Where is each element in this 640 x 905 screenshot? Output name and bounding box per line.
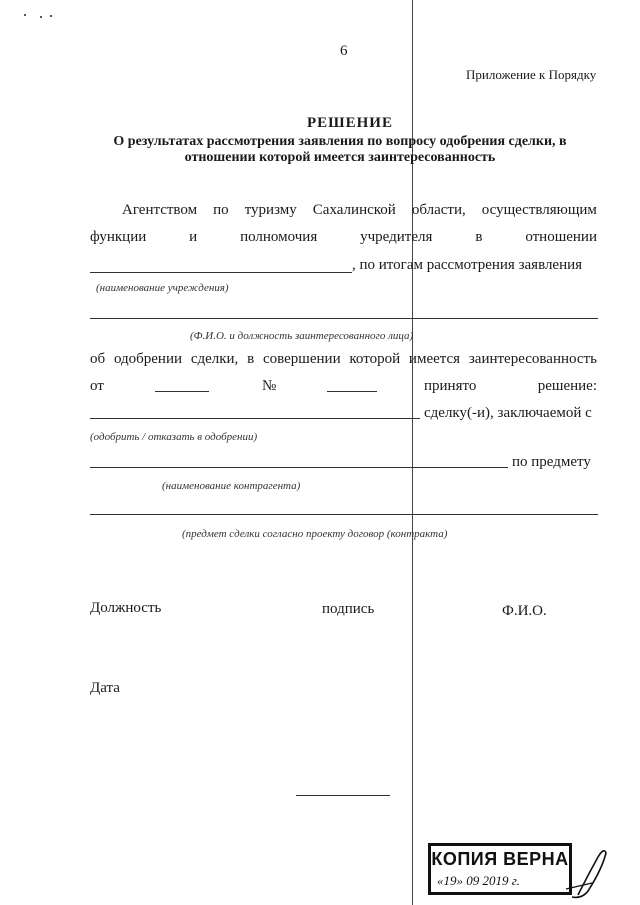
body-word: полномочия: [240, 229, 318, 245]
signature-label: подпись: [322, 601, 375, 617]
body-word: сделки,: [190, 351, 239, 367]
body-word: осуществляющим: [481, 202, 597, 218]
caption-decision: (одобрить / отказать в одобрении): [90, 431, 258, 443]
body-word: и: [189, 229, 198, 245]
body-word: имеется: [408, 351, 461, 367]
subject-blank-line: [90, 514, 598, 515]
body-word: совершении: [263, 351, 341, 367]
body-line-6-tail: [424, 377, 597, 395]
body-word: принято: [424, 378, 477, 394]
page-number: 6: [340, 43, 348, 59]
body-line-2: [90, 228, 597, 246]
institution-blank-line: [90, 272, 352, 273]
date-blank-line: [155, 391, 209, 392]
appendix-note: Приложение к Порядку: [466, 67, 597, 82]
scan-speck: [40, 16, 42, 18]
scan-speck: [24, 14, 26, 16]
body-word: в: [475, 229, 483, 245]
handwritten-signature: [548, 835, 618, 905]
from-label: от: [90, 378, 104, 394]
stamp-title: КОПИЯ ВЕРНА: [431, 849, 569, 869]
body-word: об: [90, 351, 106, 367]
decision-blank-line: [90, 418, 420, 419]
caption-counterparty: (наименование контрагента): [162, 480, 301, 492]
body-word: области,: [411, 202, 466, 218]
stamp-date: «19» 09 2019 г.: [437, 873, 520, 888]
body-word: решение:: [537, 378, 597, 394]
position-label: Должность: [90, 600, 162, 616]
document-subtitle-line-1: О результатах рассмотрения заявления по вопросу одобрения сделки, в: [113, 134, 567, 149]
body-word: Агентством: [122, 202, 198, 218]
body-line-8-tail: по предмету: [512, 454, 591, 470]
name-label: Ф.И.О.: [502, 603, 547, 619]
person-blank-line: [90, 318, 598, 319]
body-word: учредителя: [360, 229, 433, 245]
body-line-1: [122, 201, 597, 219]
number-blank-line: [327, 391, 377, 392]
body-word: одобрении: [113, 351, 183, 367]
date-label: Дата: [90, 680, 120, 696]
body-word: которой: [349, 351, 401, 367]
document-title: РЕШЕНИЕ: [307, 115, 393, 131]
caption-person: (Ф.И.О. и должность заинтересованного лица): [190, 330, 414, 342]
body-line-7-tail: сделку(-и), заключаемой с: [424, 405, 592, 421]
body-line-3-tail: , по итогам рассмотрения заявления: [352, 257, 583, 273]
body-word: Сахалинской: [312, 202, 396, 218]
body-word: в: [247, 351, 255, 367]
counterparty-blank-line: [90, 467, 508, 468]
number-sign: №: [262, 378, 277, 394]
body-word: функции: [90, 229, 147, 245]
body-line-5: [90, 350, 597, 368]
body-word: отношении: [525, 229, 597, 245]
date-signature-line: [296, 795, 390, 796]
document-subtitle-line-2: отношении которой имеется заинтересованность: [184, 150, 496, 165]
caption-institution: (наименование учреждения): [96, 282, 229, 294]
caption-subject: (предмет сделки согласно проекту договор (контракта): [182, 528, 448, 540]
body-word: по: [213, 202, 229, 218]
body-word: туризму: [244, 202, 297, 218]
body-word: заинтересованность: [468, 351, 597, 367]
scan-speck: [50, 15, 52, 17]
